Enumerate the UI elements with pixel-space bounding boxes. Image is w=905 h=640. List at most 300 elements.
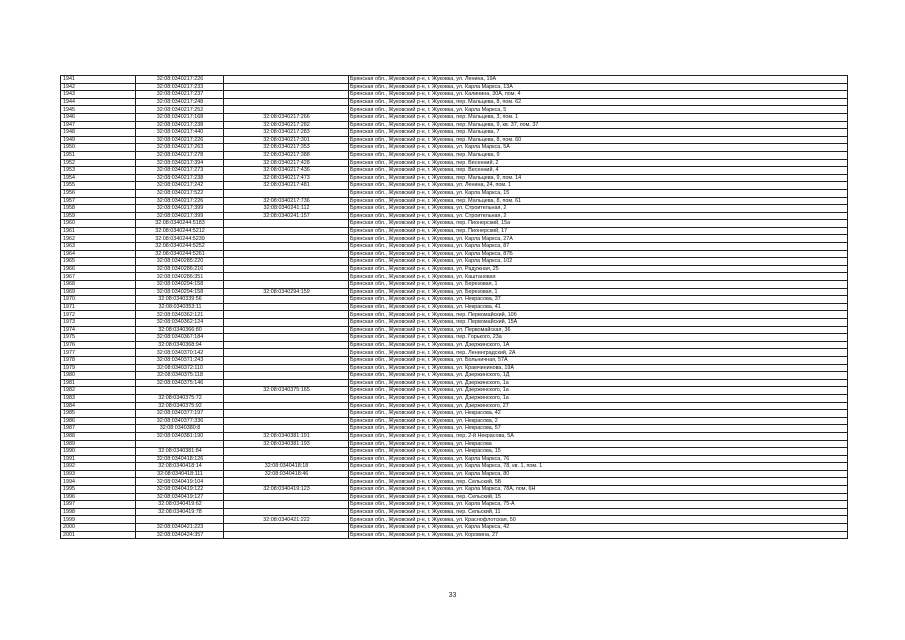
table-row: [61, 281, 848, 289]
table-row: [61, 303, 848, 311]
address-cell: Брянская обл., Жуковский р-н, г. Жуковка, ул. Некрасова, 15: [349, 448, 848, 456]
row-number-cell: 1985: [61, 410, 136, 418]
linked-cadastral-number-cell: [224, 425, 349, 433]
linked-cadastral-number-cell: [224, 83, 349, 91]
linked-cadastral-number-cell: 32:08:0340294:159: [224, 288, 349, 296]
table-row: [61, 432, 848, 440]
row-number-cell: 1965: [61, 258, 136, 266]
row-number-cell: 1954: [61, 174, 136, 182]
linked-cadastral-number-cell: [224, 524, 349, 532]
cadastral-number-cell: 32:08:0340419:78: [136, 508, 224, 516]
row-number-cell: 1956: [61, 189, 136, 197]
address-cell: Брянская обл., Жуковский р-н, г. Жуковка, пер. Мальцева, 9: [349, 151, 848, 159]
linked-cadastral-number-cell: 32:08:0340418:18: [224, 463, 349, 471]
table-row: [61, 182, 848, 190]
cadastral-number-cell: 32:08:0340367:184: [136, 334, 224, 342]
table-row: [61, 448, 848, 456]
linked-cadastral-number-cell: 32:08:0340217:301: [224, 136, 349, 144]
cadastral-number-cell: 32:08:0340353:11: [136, 303, 224, 311]
cadastral-number-cell: 32:08:0340244:5252: [136, 243, 224, 251]
row-number-cell: 1991: [61, 455, 136, 463]
linked-cadastral-number-cell: 32:08:0340217:736: [224, 197, 349, 205]
cadastral-number-cell: 32:08:0340294:158: [136, 281, 224, 289]
table-row: [61, 151, 848, 159]
linked-cadastral-number-cell: [224, 448, 349, 456]
address-cell: Брянская обл., Жуковский р-н, г. Жуковка, ул. Карла Маркса, 5: [349, 106, 848, 114]
cadastral-number-cell: 32:08:0340418:126: [136, 455, 224, 463]
linked-cadastral-number-cell: 32:08:0340217:428: [224, 159, 349, 167]
cadastral-number-cell: 32:08:0340375:146: [136, 379, 224, 387]
address-cell: Брянская обл., Жуковский р-н, г. Жуковка, ул. Крамчининова, 19А: [349, 364, 848, 372]
table-row: [61, 205, 848, 213]
table-row: [61, 136, 848, 144]
table-row: [61, 91, 848, 99]
address-cell: Брянская обл., Жуковский р-н, г. Жуковка, ул. Некрасова: [349, 440, 848, 448]
table-row: [61, 410, 848, 418]
address-cell: Брянская обл., Жуковский р-н, г. Жуковка, ул. Краснофлотская, 50: [349, 516, 848, 524]
row-number-cell: 1946: [61, 113, 136, 121]
table-row: [61, 364, 848, 372]
table-row: [61, 106, 848, 114]
cadastral-number-cell: 32:08:0340418:111: [136, 470, 224, 478]
address-cell: Брянская обл., Жуковский р-н, г. Жуковка, ул. Березовая, 1: [349, 288, 848, 296]
cadastral-number-cell: 32:08:0340217:248: [136, 98, 224, 106]
cadastral-number-cell: 32:08:0340372:110: [136, 364, 224, 372]
row-number-cell: 1953: [61, 167, 136, 175]
linked-cadastral-number-cell: 32:08:0340217:282: [224, 121, 349, 129]
table-row: [61, 227, 848, 235]
row-number-cell: 1952: [61, 159, 136, 167]
table-row: [61, 455, 848, 463]
linked-cadastral-number-cell: 32:08:0340217:283: [224, 129, 349, 137]
row-number-cell: 1980: [61, 372, 136, 380]
table-row: [61, 174, 848, 182]
table-row: [61, 372, 848, 380]
row-number-cell: 1977: [61, 349, 136, 357]
linked-cadastral-number-cell: [224, 379, 349, 387]
linked-cadastral-number-cell: [224, 364, 349, 372]
table-row: [61, 402, 848, 410]
table-row: [61, 326, 848, 334]
table-row: [61, 296, 848, 304]
table-row: [61, 167, 848, 175]
cadastral-number-cell: 32:08:0340285:220: [136, 258, 224, 266]
row-number-cell: 1987: [61, 425, 136, 433]
cadastral-number-cell: 32:08:0340217:237: [136, 91, 224, 99]
address-cell: Брянская обл., Жуковский р-н, г. Жуковка, пер. Первомайский, 15А: [349, 319, 848, 327]
linked-cadastral-number-cell: 32:08:0340381:193: [224, 440, 349, 448]
address-cell: Брянская обл., Жуковский р-н, г. Жуковка, ул. Карла Маркса, 15: [349, 189, 848, 197]
cadastral-number-cell: 32:08:0340377:336: [136, 417, 224, 425]
row-number-cell: 1948: [61, 129, 136, 137]
linked-cadastral-number-cell: [224, 394, 349, 402]
row-number-cell: 1993: [61, 470, 136, 478]
document-table: [60, 75, 848, 539]
row-number-cell: 1949: [61, 136, 136, 144]
address-cell: Брянская обл., Жуковский р-н, г. Жуковка, ул. Некрасова, 57: [349, 425, 848, 433]
linked-cadastral-number-cell: 32:08:0340217:388: [224, 151, 349, 159]
row-number-cell: 2001: [61, 531, 136, 539]
cadastral-number-cell: 32:08:0340217:233: [136, 83, 224, 91]
linked-cadastral-number-cell: 32:08:0340241:157: [224, 212, 349, 220]
cadastral-number-cell: 32:08:0340217:440: [136, 129, 224, 137]
linked-cadastral-number-cell: [224, 334, 349, 342]
cadastral-number-cell: 32:08:0340217:238: [136, 174, 224, 182]
cadastral-number-cell: 32:08:0340217:252: [136, 106, 224, 114]
address-cell: Брянская обл., Жуковский р-н, г. Жуковка, ул. Березовая, 1: [349, 281, 848, 289]
row-number-cell: 1974: [61, 326, 136, 334]
linked-cadastral-number-cell: [224, 349, 349, 357]
linked-cadastral-number-cell: 32:08:0340421:222: [224, 516, 349, 524]
row-number-cell: 1957: [61, 197, 136, 205]
row-number-cell: 1996: [61, 493, 136, 501]
address-cell: Брянская обл., Жуковский р-н, г. Жуковка, ул. Дзержинского, 1а: [349, 387, 848, 395]
table-row: [61, 387, 848, 395]
table-row: [61, 265, 848, 273]
row-number-cell: 1942: [61, 83, 136, 91]
linked-cadastral-number-cell: [224, 235, 349, 243]
table-row: [61, 243, 848, 251]
cadastral-number-cell: 32:08:0340217:168: [136, 113, 224, 121]
row-number-cell: 1994: [61, 478, 136, 486]
linked-cadastral-number-cell: [224, 258, 349, 266]
address-cell: Брянская обл., Жуковский р-н, г. Жуковка, ул. Строительная, 2: [349, 205, 848, 213]
address-cell: Брянская обл., Жуковский р-н, г. Жуковка, пер. Мальцева, 8, пом. 61: [349, 197, 848, 205]
cadastral-number-cell: [136, 440, 224, 448]
address-cell: Брянская обл., Жуковский р-н, г. Жуковка, ул. Ленина, 24, пом. 1: [349, 182, 848, 190]
table-row: [61, 197, 848, 205]
cadastral-number-cell: 32:08:0340244:5212: [136, 227, 224, 235]
table-body: [61, 76, 848, 539]
address-cell: Брянская обл., Жуковский р-н, г. Жуковка, пер. Весенний, 2: [349, 159, 848, 167]
cadastral-number-cell: 32:08:0340418:14: [136, 463, 224, 471]
table-row: [61, 273, 848, 281]
linked-cadastral-number-cell: 32:08:0340375:165: [224, 387, 349, 395]
address-cell: Брянская обл., Жуковский р-н, г. Жуковка, ул. Больничная, 57А: [349, 356, 848, 364]
address-cell: Брянская обл., Жуковский р-н, г. Жуковка, ул. Дзержинского, 1а: [349, 379, 848, 387]
address-cell: Брянская обл., Жуковский р-н, г. Жуковка, ул. Коровина, 27: [349, 531, 848, 539]
row-number-cell: 2000: [61, 524, 136, 532]
linked-cadastral-number-cell: 32:08:0340217:353: [224, 144, 349, 152]
row-number-cell: 1984: [61, 402, 136, 410]
address-cell: Брянская обл., Жуковский р-н, г. Жуковка, пер. Мальцева, 8, пом. 60: [349, 136, 848, 144]
row-number-cell: 1967: [61, 273, 136, 281]
cadastral-number-cell: 32:08:0340424:357: [136, 531, 224, 539]
linked-cadastral-number-cell: [224, 402, 349, 410]
linked-cadastral-number-cell: [224, 311, 349, 319]
linked-cadastral-number-cell: [224, 493, 349, 501]
address-cell: Брянская обл., Жуковский р-н, г. Жуковка, пер. Первомайский, 10б: [349, 311, 848, 319]
address-cell: Брянская обл., Жуковский р-н, г. Жуковка, пер. 2-й Некрасова, 5А: [349, 432, 848, 440]
table-row: [61, 531, 848, 539]
linked-cadastral-number-cell: [224, 410, 349, 418]
address-cell: Брянская обл., Жуковский р-н, г. Жуковка, пер. Мальцева, 9, пом. 14: [349, 174, 848, 182]
cadastral-number-cell: 32:08:0340380:8: [136, 425, 224, 433]
cadastral-number-cell: 32:08:0340294:158: [136, 288, 224, 296]
cadastral-number-cell: 32:08:0340371:243: [136, 356, 224, 364]
address-cell: Брянская обл., Жуковский р-н, г. Жуковка, ул. Первомайская, 36: [349, 326, 848, 334]
row-number-cell: 1982: [61, 387, 136, 395]
linked-cadastral-number-cell: 32:08:0340381:191: [224, 432, 349, 440]
cadastral-number-cell: 32:08:0340217:399: [136, 205, 224, 213]
row-number-cell: 1944: [61, 98, 136, 106]
table-row: [61, 516, 848, 524]
address-cell: Брянская обл., Жуковский р-н, г. Жуковка, ул. Дзержинского, 1Д: [349, 372, 848, 380]
row-number-cell: 1983: [61, 394, 136, 402]
address-cell: Брянская обл., Жуковский р-н, г. Жуковка, пер. Пионерский, 17: [349, 227, 848, 235]
linked-cadastral-number-cell: [224, 303, 349, 311]
cadastral-number-cell: 32:08:0340244:5183: [136, 220, 224, 228]
cadastral-number-cell: 32:08:0340217:394: [136, 159, 224, 167]
address-cell: Брянская обл., Жуковский р-н, г. Жуковка, ул. Карла Маркса, 102: [349, 258, 848, 266]
table-row: [61, 83, 848, 91]
table-row: [61, 311, 848, 319]
row-number-cell: 1945: [61, 106, 136, 114]
cadastral-number-cell: 32:08:0340362:121: [136, 311, 224, 319]
address-cell: Брянская обл., Жуковский р-н, г. Жуковка, ул. Карла Маркса, 87: [349, 243, 848, 251]
linked-cadastral-number-cell: [224, 455, 349, 463]
address-cell: Брянская обл., Жуковский р-н, г. Жуковка, ул. Карла Маркса, 78, кв. 1, пом. 1: [349, 463, 848, 471]
table-row: [61, 493, 848, 501]
cadastral-number-cell: [136, 516, 224, 524]
linked-cadastral-number-cell: [224, 356, 349, 364]
address-cell: Брянская обл., Жуковский р-н, г. Жуковка, ул. Карла Маркса, 13А: [349, 83, 848, 91]
row-number-cell: 1986: [61, 417, 136, 425]
linked-cadastral-number-cell: [224, 265, 349, 273]
table-row: [61, 288, 848, 296]
address-cell: Брянская обл., Жуковский р-н, г. Жуковка, ул. Карла Маркса, 5А: [349, 144, 848, 152]
table-row: [61, 524, 848, 532]
cadastral-number-cell: 32:08:0340217:399: [136, 212, 224, 220]
cadastral-number-cell: 32:08:0340375:118: [136, 372, 224, 380]
address-cell: Брянская обл., Жуковский р-н, г. Жуковка, ул. Калинина, 30А, пом. 4: [349, 91, 848, 99]
table-row: [61, 121, 848, 129]
cadastral-number-cell: [136, 387, 224, 395]
address-cell: Брянская обл., Жуковский р-н, г. Жуковка, ул. Некрасова, 37: [349, 296, 848, 304]
address-cell: Брянская обл., Жуковский р-н, г. Жуковка, ул. Карла Маркса, 78А, пом. 6Н: [349, 486, 848, 494]
table-row: [61, 341, 848, 349]
cadastral-number-cell: 32:08:0340366:80: [136, 326, 224, 334]
row-number-cell: 1962: [61, 235, 136, 243]
address-cell: Брянская обл., Жуковский р-н, г. Жуковка, пер. Мальцева, 7: [349, 129, 848, 137]
linked-cadastral-number-cell: 32:08:0340217:436: [224, 167, 349, 175]
row-number-cell: 1951: [61, 151, 136, 159]
table-row: [61, 235, 848, 243]
cadastral-number-cell: 32:08:0340217:242: [136, 182, 224, 190]
table-row: [61, 220, 848, 228]
address-cell: Брянская обл., Жуковский р-н, г. Жуковка, пер. Сельский, 11: [349, 508, 848, 516]
linked-cadastral-number-cell: [224, 189, 349, 197]
address-cell: Брянская обл., Жуковский р-н, г. Жуковка, пер. Мальцева, 3, пом. 1: [349, 113, 848, 121]
row-number-cell: 1955: [61, 182, 136, 190]
cadastral-number-cell: 32:08:0340339:56: [136, 296, 224, 304]
cadastral-number-cell: 32:08:0340370:142: [136, 349, 224, 357]
linked-cadastral-number-cell: [224, 91, 349, 99]
linked-cadastral-number-cell: 32:08:0340217:266: [224, 113, 349, 121]
address-cell: Брянская обл., Жуковский р-н, г. Жуковка, ул. Карла Маркса, 87Б: [349, 250, 848, 258]
table-row: [61, 394, 848, 402]
linked-cadastral-number-cell: 32:08:0340418:46: [224, 470, 349, 478]
table-row: [61, 463, 848, 471]
address-cell: Брянская обл., Жуковский р-н, г. Жуковка, пер. Горького, 23а: [349, 334, 848, 342]
row-number-cell: 1998: [61, 508, 136, 516]
cadastral-number-cell: 32:08:0340217:226: [136, 136, 224, 144]
linked-cadastral-number-cell: [224, 531, 349, 539]
address-cell: Брянская обл., Жуковский р-н, г. Жуковка, ул. Некрасова, 41: [349, 303, 848, 311]
cadastral-number-cell: 32:08:0340217:226: [136, 197, 224, 205]
table-row: [61, 212, 848, 220]
row-number-cell: 1941: [61, 76, 136, 84]
row-number-cell: 1947: [61, 121, 136, 129]
page-number: 33: [448, 592, 457, 599]
address-cell: Брянская обл., Жуковский р-н, г. Жуковка, ул. Дзержинского, 27: [349, 402, 848, 410]
cadastral-number-cell: 32:08:0340375:72: [136, 394, 224, 402]
row-number-cell: 1958: [61, 205, 136, 213]
address-cell: Брянская обл., Жуковский р-н, г. Жуковка, пер. Сельский, 15: [349, 493, 848, 501]
table-row: [61, 501, 848, 509]
row-number-cell: 1960: [61, 220, 136, 228]
linked-cadastral-number-cell: [224, 227, 349, 235]
table-row: [61, 189, 848, 197]
cadastral-number-cell: 32:08:0340419:62: [136, 501, 224, 509]
cadastral-number-cell: 32:08:0340368:94: [136, 341, 224, 349]
cadastral-number-cell: 32:08:0340217:238: [136, 121, 224, 129]
address-cell: Брянская обл., Жуковский р-н, г. Жуковка, пер. Весенний, 4: [349, 167, 848, 175]
row-number-cell: 1989: [61, 440, 136, 448]
table-row: [61, 319, 848, 327]
cadastral-number-cell: 32:08:0340217:278: [136, 151, 224, 159]
row-number-cell: 1968: [61, 281, 136, 289]
linked-cadastral-number-cell: [224, 220, 349, 228]
row-number-cell: 1969: [61, 288, 136, 296]
address-cell: Брянская обл., Жуковский р-н, г. Жуковка, ул. Дзержинского, 1А: [349, 341, 848, 349]
address-cell: Брянская обл., Жуковский р-н, г. Жуковка, ул. Каштановая: [349, 273, 848, 281]
cadastral-number-cell: 32:08:0340375:92: [136, 402, 224, 410]
row-number-cell: 1997: [61, 501, 136, 509]
cadastral-number-cell: 32:08:0340217:273: [136, 167, 224, 175]
address-cell: Брянская обл., Жуковский р-н, г. Жуковка, пер. Мальцева, 8, пом. 62: [349, 98, 848, 106]
linked-cadastral-number-cell: [224, 98, 349, 106]
linked-cadastral-number-cell: [224, 372, 349, 380]
table-row: [61, 379, 848, 387]
address-cell: Брянская обл., Жуковский р-н, г. Жуковка, пер. Мальцева, 9, кв. 37, пом. 37: [349, 121, 848, 129]
row-number-cell: 1970: [61, 296, 136, 304]
table-row: [61, 417, 848, 425]
row-number-cell: 1975: [61, 334, 136, 342]
row-number-cell: 1963: [61, 243, 136, 251]
table-row: [61, 349, 848, 357]
table-row: [61, 144, 848, 152]
address-cell: Брянская обл., Жуковский р-н, г. Жуковка, пер. Ленинградский, 2А: [349, 349, 848, 357]
table-row: [61, 159, 848, 167]
cadastral-number-cell: 32:08:0340286:351: [136, 273, 224, 281]
table-row: [61, 258, 848, 266]
linked-cadastral-number-cell: [224, 296, 349, 304]
linked-cadastral-number-cell: 32:08:0340217:473: [224, 174, 349, 182]
cadastral-number-cell: 32:08:0340286:216: [136, 265, 224, 273]
row-number-cell: 1961: [61, 227, 136, 235]
address-cell: Брянская обл., Жуковский р-н, г. Жуковка, ул. Некрасова, 2: [349, 417, 848, 425]
linked-cadastral-number-cell: [224, 319, 349, 327]
cadastral-number-cell: 32:08:0340217:522: [136, 189, 224, 197]
cadastral-number-cell: 32:08:0340381:190: [136, 432, 224, 440]
row-number-cell: 1973: [61, 319, 136, 327]
linked-cadastral-number-cell: [224, 76, 349, 84]
table-row: [61, 478, 848, 486]
table-row: [61, 508, 848, 516]
address-cell: Брянская обл., Жуковский р-н, г. Жуковка, ул. Некрасова, 42: [349, 410, 848, 418]
cadastral-number-cell: 32:08:0340377:197: [136, 410, 224, 418]
linked-cadastral-number-cell: [224, 250, 349, 258]
row-number-cell: 1964: [61, 250, 136, 258]
table-row: [61, 425, 848, 433]
address-cell: Брянская обл., Жуковский р-н, г. Жуковка, ул. Карла Маркса, 75-А: [349, 501, 848, 509]
cadastral-number-cell: 32:08:0340244:5239: [136, 235, 224, 243]
cadastral-number-cell: 32:08:0340381:84: [136, 448, 224, 456]
address-cell: Брянская обл., Жуковский р-н, г. Жуковка, ул. Радужная, 25: [349, 265, 848, 273]
table-row: [61, 470, 848, 478]
row-number-cell: 1995: [61, 486, 136, 494]
address-cell: Брянская обл., Жуковский р-н, г. Жуковка, ул. Строительная, 2: [349, 212, 848, 220]
address-cell: Брянская обл., Жуковский р-н, г. Жуковка, ул. Карла Маркса, 27А: [349, 235, 848, 243]
linked-cadastral-number-cell: [224, 273, 349, 281]
cadastral-number-cell: 32:08:0340244:5261: [136, 250, 224, 258]
row-number-cell: 1976: [61, 341, 136, 349]
row-number-cell: 1981: [61, 379, 136, 387]
row-number-cell: 1950: [61, 144, 136, 152]
cadastral-number-cell: 32:08:0340419:122: [136, 486, 224, 494]
cadastral-number-cell: 32:08:0340419:127: [136, 493, 224, 501]
row-number-cell: 1999: [61, 516, 136, 524]
linked-cadastral-number-cell: [224, 281, 349, 289]
linked-cadastral-number-cell: [224, 341, 349, 349]
row-number-cell: 1971: [61, 303, 136, 311]
table-row: [61, 76, 848, 84]
row-number-cell: 1990: [61, 448, 136, 456]
address-cell: Брянская обл., Жуковский р-н, г. Жуковка, ул. Ленина, 19А: [349, 76, 848, 84]
table-row: [61, 113, 848, 121]
address-cell: Брянская обл., Жуковский р-н, г. Жуковка, ул. Дзержинского, 1а: [349, 394, 848, 402]
row-number-cell: 1978: [61, 356, 136, 364]
linked-cadastral-number-cell: 32:08:0340241:112: [224, 205, 349, 213]
linked-cadastral-number-cell: 32:08:0340217:481: [224, 182, 349, 190]
table-row: [61, 486, 848, 494]
table-row: [61, 334, 848, 342]
address-cell: Брянская обл., Жуковский р-н, г. Жуковка, ул. Карла Маркса, 42: [349, 524, 848, 532]
linked-cadastral-number-cell: [224, 417, 349, 425]
linked-cadastral-number-cell: 32:08:0340419:123: [224, 486, 349, 494]
linked-cadastral-number-cell: [224, 508, 349, 516]
address-cell: Брянская обл., Жуковский р-н, г. Жуковка, пер. Сельский, 5Б: [349, 478, 848, 486]
table-row: [61, 356, 848, 364]
table-row: [61, 98, 848, 106]
table-row: [61, 250, 848, 258]
table-row: [61, 440, 848, 448]
row-number-cell: 1979: [61, 364, 136, 372]
row-number-cell: 1992: [61, 463, 136, 471]
address-cell: Брянская обл., Жуковский р-н, г. Жуковка, ул. Карла Маркса, 76: [349, 455, 848, 463]
row-number-cell: 1966: [61, 265, 136, 273]
cadastral-number-cell: 32:08:0340217:263: [136, 144, 224, 152]
cadastral-number-cell: 32:08:0340421:223: [136, 524, 224, 532]
row-number-cell: 1972: [61, 311, 136, 319]
row-number-cell: 1988: [61, 432, 136, 440]
linked-cadastral-number-cell: [224, 243, 349, 251]
table-row: [61, 129, 848, 137]
address-cell: Брянская обл., Жуковский р-н, г. Жуковка, пер. Пионерский, 15а: [349, 220, 848, 228]
linked-cadastral-number-cell: [224, 478, 349, 486]
linked-cadastral-number-cell: [224, 326, 349, 334]
